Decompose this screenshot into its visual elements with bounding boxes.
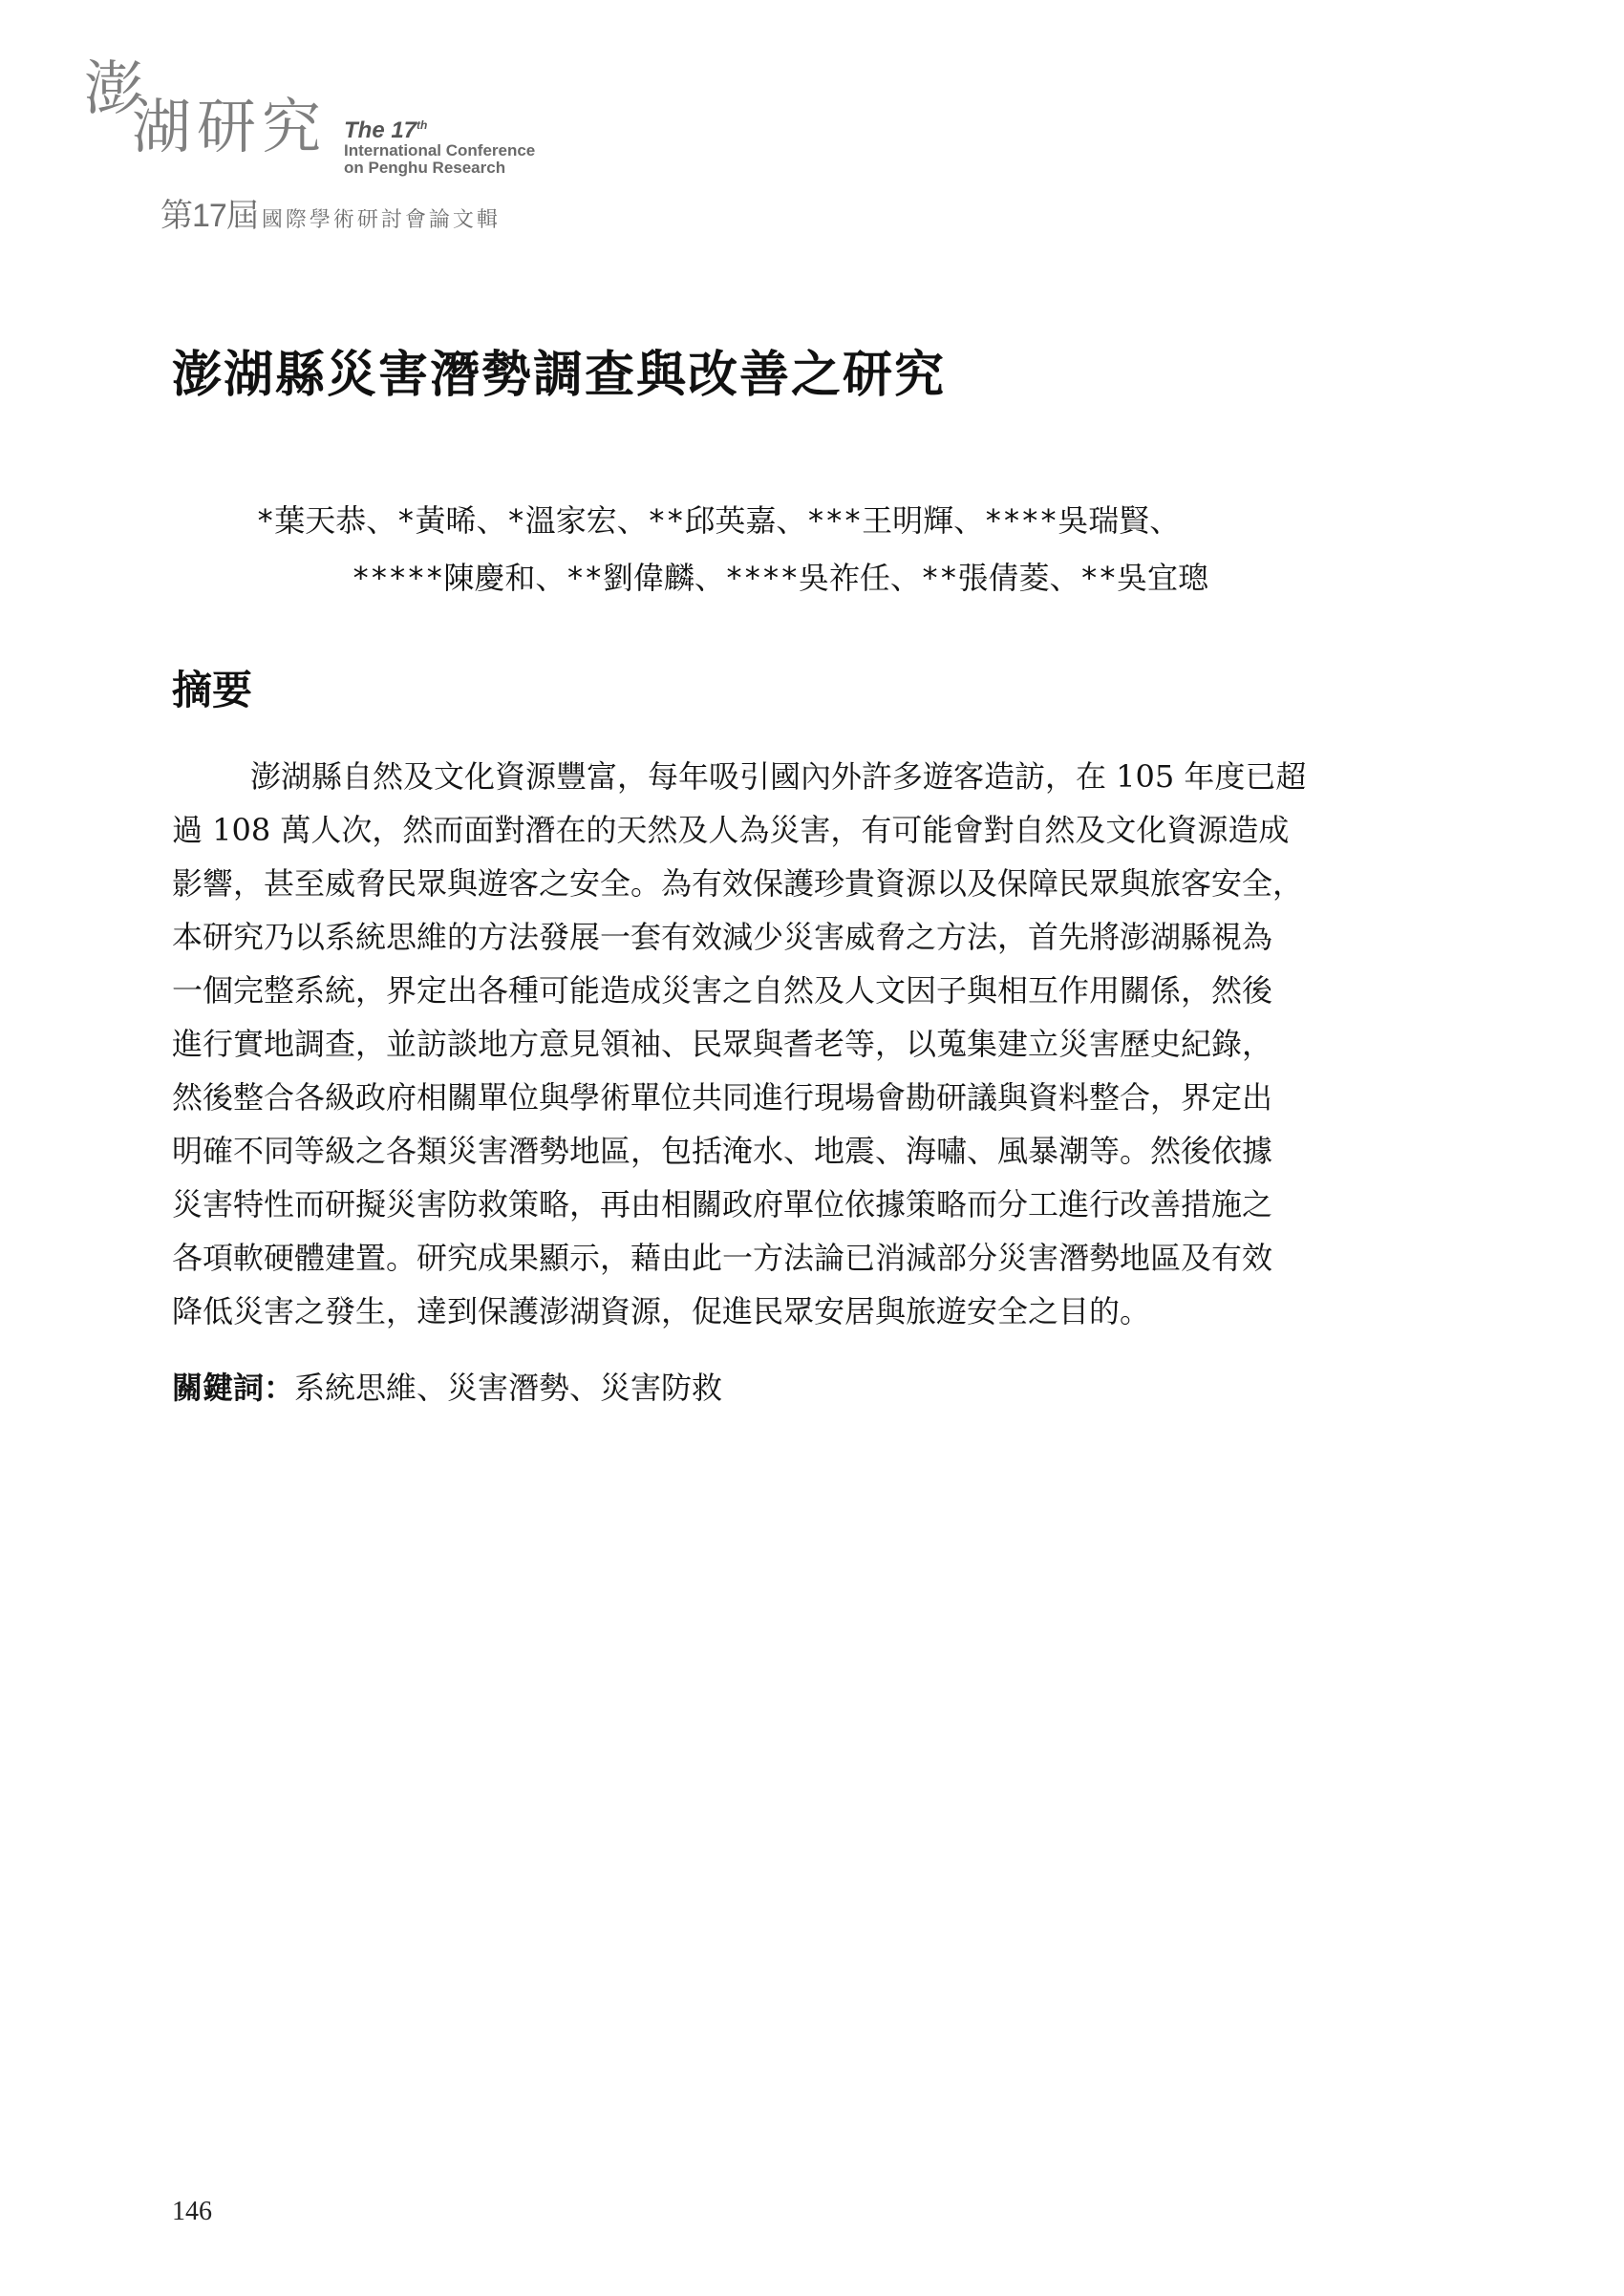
logo-conference-line: International Conference — [344, 141, 536, 160]
abstract-line: 影響，甚至威脅民眾與遊客之安全。為有效保護珍貴資源以及保障民眾與旅客安全， — [172, 865, 1304, 902]
logo-char: 澎 — [84, 53, 146, 123]
abstract-line: 降低災害之發生，達到保護澎湖資源，促進民眾安居與旅遊安全之目的。 — [172, 1293, 1151, 1329]
logo-edition: The 17th — [344, 117, 428, 143]
authors-line: *葉天恭、*黃晞、*溫家宏、**邱英嘉、***王明輝、****吳瑞賢、 — [256, 502, 1181, 539]
keywords-text: 系統思維、災害潛勢、災害防救 — [294, 1370, 723, 1406]
logo-char: 究 — [262, 92, 324, 161]
logo-char: 研 — [197, 92, 259, 161]
logo-proceedings-text: 國際學術研討會論文輯 — [261, 207, 501, 231]
logo-research-line: on Penghu Research — [344, 159, 506, 178]
abstract-line: 一個完整系統，界定出各種可能造成災害之自然及人文因子與相互作用關係，然後 — [172, 972, 1273, 1009]
keywords-label: 關鍵詞： — [172, 1370, 295, 1406]
logo-edition-number: 第17屆 — [160, 198, 258, 234]
abstract-body — [172, 750, 1452, 1338]
logo-english-text — [344, 118, 535, 177]
abstract-line: 進行實地調查，並訪談地方意見領袖、民眾與耆老等，以蒐集建立災害歷史紀錄， — [172, 1026, 1273, 1062]
authors-line: *****陳慶和、**劉偉麟、****吳祚任、**張倩菱、**吳宜璁 — [352, 560, 1208, 596]
paper-title: 澎湖縣災害潛勢調查與改善之研究 — [172, 346, 947, 404]
abstract-line: 澎湖縣自然及文化資源豐富，每年吸引國內外許多遊客造訪，在 105 年度已超 — [250, 758, 1307, 795]
page-number: 146 — [172, 2197, 212, 2226]
abstract-heading: 摘要 — [172, 667, 253, 713]
abstract-line: 各項軟硬體建置。研究成果顯示，藉由此一方法論已消減部分災害潛勢地區及有效 — [172, 1240, 1273, 1276]
keywords — [172, 1364, 722, 1408]
abstract-line: 然後整合各級政府相關單位與學術單位共同進行現場會勘研議與資料整合，界定出 — [172, 1079, 1273, 1116]
abstract-line: 災害特性而研擬災害防救策略，再由相關政府單位依據策略而分工進行改善措施之 — [172, 1186, 1273, 1222]
abstract-line: 明確不同等級之各類災害潛勢地區，包括淹水、地震、海嘯、風暴潮等。然後依據 — [172, 1133, 1273, 1169]
logo-char: 湖 — [132, 92, 194, 161]
logo-subtitle — [160, 189, 501, 236]
abstract-line: 本研究乃以系統思維的方法發展一套有效減少災害威脅之方法，首先將澎湖縣視為 — [172, 919, 1273, 955]
abstract-line: 過 108 萬人次，然而面對潛在的天然及人為災害，有可能會對自然及文化資源造成 — [172, 812, 1290, 848]
conference-logo — [84, 53, 619, 241]
